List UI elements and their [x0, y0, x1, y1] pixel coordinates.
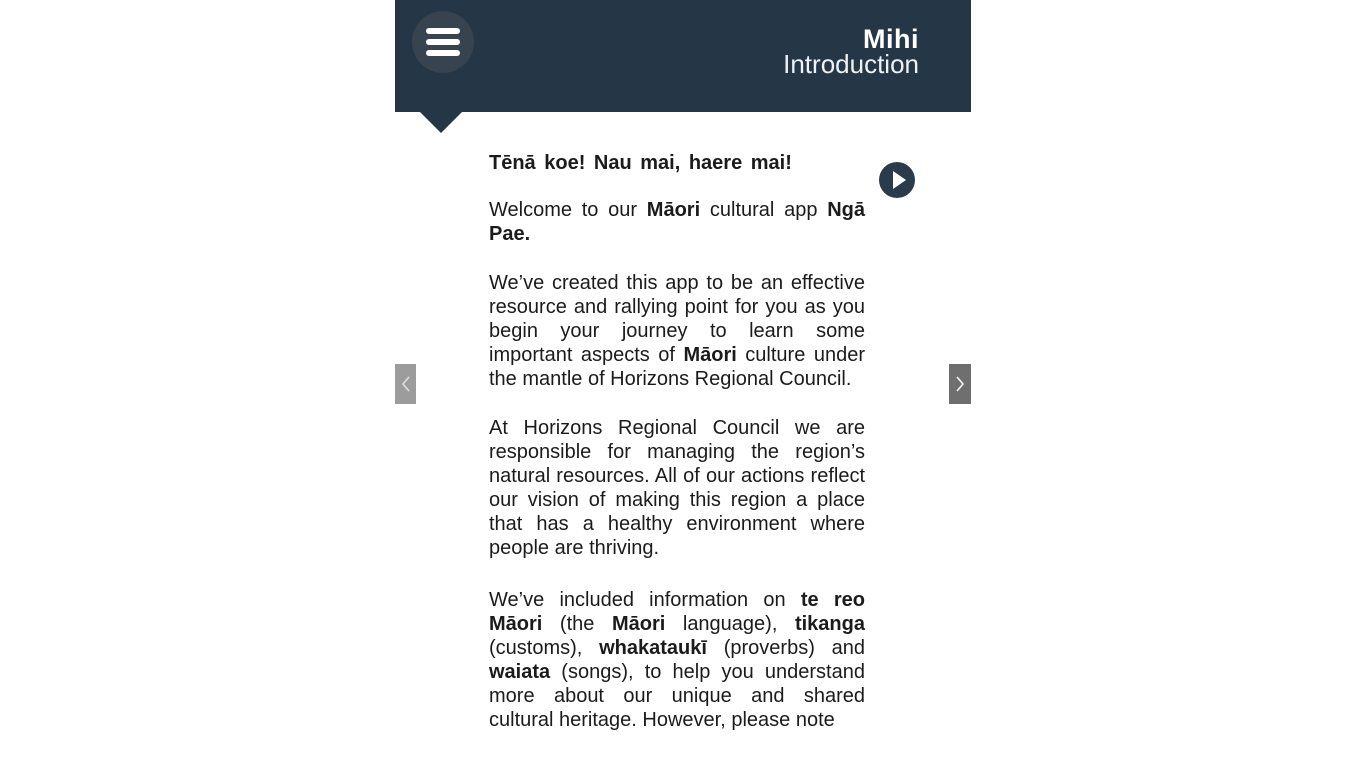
header-pointer-triangle — [420, 112, 462, 133]
paragraphs — [489, 198, 865, 732]
hamburger-icon — [426, 39, 460, 45]
content-heading: Tēnā koe! Nau mai, haere mai! — [489, 152, 792, 174]
app-header — [395, 0, 971, 112]
app-frame — [395, 0, 971, 768]
paragraph: Welcome to our Māori cultural app Ngā Pae. — [489, 199, 865, 245]
play-button[interactable] — [879, 162, 915, 198]
prev-page-button[interactable] — [395, 364, 416, 404]
page-subtitle: Introduction — [783, 49, 919, 79]
chevron-right-icon — [954, 374, 966, 394]
header-titles — [783, 24, 919, 79]
hamburger-icon — [426, 28, 460, 34]
paragraph: At Horizons Regional Council we are responsible for managing the region’s natural resources. All of our actions reflect our vision of making this region a place that has a healthy environment where people are thriving. — [489, 417, 865, 559]
hamburger-icon — [426, 50, 460, 56]
paragraph: We’ve created this app to be an effective resource and rallying point for you as you begin your journey to learn some important aspects of Māori culture under the mantle of Horizons Regional Council. — [489, 272, 865, 390]
chevron-left-icon — [400, 374, 412, 394]
content-area[interactable] — [489, 112, 865, 757]
page-title: Mihi — [863, 24, 919, 54]
paragraph: We’ve included information on te reo Māori (the Māori language), tikanga (customs), whakataukī (proverbs) and waiata (songs), to help you understand more about our unique and shared cultural heritage. However, please note — [489, 589, 865, 731]
next-page-button[interactable] — [949, 364, 971, 404]
menu-button[interactable] — [412, 11, 474, 73]
play-icon — [893, 171, 906, 189]
